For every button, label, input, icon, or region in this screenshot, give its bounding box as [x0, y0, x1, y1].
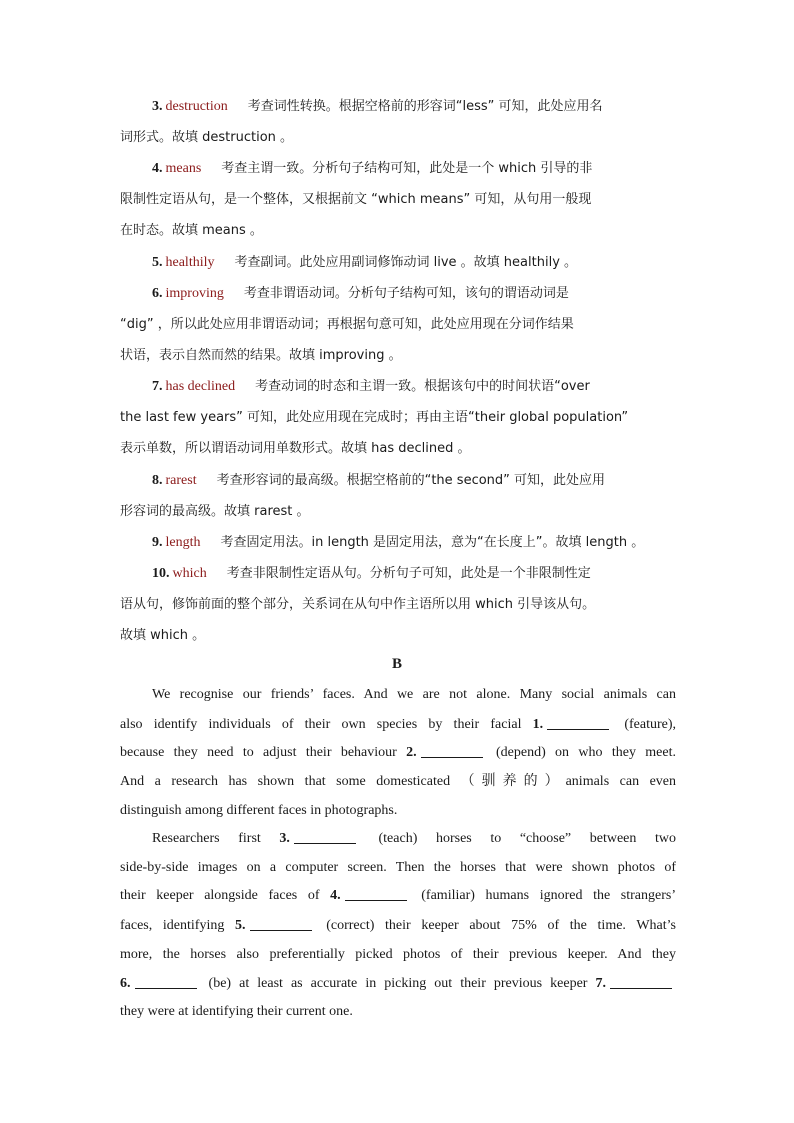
passage-text: they were at identifying their current one.: [120, 1004, 353, 1019]
passage-line: [120, 915, 676, 937]
blank-number: 3.: [279, 831, 290, 846]
answer-word: healthily: [165, 255, 215, 270]
passage-text: (depend) on who they meet.: [486, 745, 676, 760]
answer-explanation-text: 语从句，修饰前面的整个部分，关系词在从句中作主语所以用 which 引导该从句。: [120, 597, 596, 612]
answer-explanation-text: 表示单数，所以谓语动词用单数形式。故填 has declined 。: [120, 441, 471, 456]
passage-text: (be) at least as accurate in picking out their previous keeper: [200, 976, 596, 991]
answer-blank[interactable]: [294, 829, 356, 844]
answer-line: [120, 314, 676, 336]
passage-text: We recognise our friends’ faces. And we are not alone. Many social animals can: [152, 687, 676, 702]
passage-text: (correct) their keeper about 75% of the time. What’s: [315, 918, 676, 933]
blank-number: 7.: [595, 976, 606, 991]
passage-line: [120, 714, 676, 736]
passage-text: more, the horses also preferentially picked photos of their previous keeper. And they: [120, 947, 676, 962]
answer-line: [120, 501, 676, 523]
section-heading: B: [391, 656, 402, 672]
answer-word: which: [172, 566, 207, 581]
answer-explanation-text: “dig” ，所以此处应用非谓语动词；再根据句意可知，此处应用现在分词作结果: [120, 317, 574, 332]
answer-word: has declined: [165, 379, 236, 394]
passage-text: (feature),: [613, 717, 676, 732]
answer-explanation-text: 考查词性转换。根据空格前的形容词“less” 可知，此处应用名: [247, 99, 603, 114]
answer-line: [120, 594, 676, 616]
answer-word: destruction: [165, 99, 228, 114]
answer-number: 6.: [152, 286, 163, 301]
answer-number: 7.: [152, 379, 163, 394]
answer-line: [120, 220, 676, 242]
answer-explanation-text: 考查固定用法。in length 是固定用法，意为“在长度上”。故填 length 。: [220, 535, 645, 550]
passage-text: also identify individuals of their own species by their facial: [120, 717, 533, 732]
blank-number: 4.: [330, 888, 341, 903]
answer-explanation-text: 在时态。故填 means 。: [120, 223, 263, 238]
blank-number: 6.: [120, 976, 131, 991]
answer-explanation-text: 状语，表示自然而然的结果。故填 improving 。: [120, 348, 402, 363]
answer-line: [120, 345, 676, 367]
answer-explanation-text: 词形式。故填 destruction 。: [120, 130, 294, 145]
answer-word: length: [165, 535, 201, 550]
passage-line: [120, 857, 676, 879]
passage-line: [120, 1001, 676, 1023]
blank-number: 1.: [532, 717, 544, 732]
passage-line: [120, 771, 676, 793]
answer-explanation-text: 考查副词。此处应用副词修饰动词 live 。故填 healthily 。: [234, 255, 578, 270]
answer-number: 5.: [152, 255, 163, 270]
answer-explanation-text: 形容词的最高级。故填 rarest 。: [120, 504, 310, 519]
passage-line: [120, 684, 676, 706]
answer-explanation-text: 考查主谓一致。分析句子结构可知，此处是一个 which 引导的非: [221, 161, 593, 176]
answer-number: 4.: [152, 161, 163, 176]
passage-line: [120, 800, 676, 822]
passage-line: [120, 944, 676, 966]
blank-number: 5.: [235, 918, 246, 933]
answer-blank[interactable]: [547, 715, 609, 730]
answer-explanation-text: 限制性定语从句，是一个整体，又根据前文 “which means” 可知，从句用一般现: [120, 192, 592, 207]
passage-text: (teach) horses to “choose” between two: [359, 831, 676, 846]
answer-blank[interactable]: [135, 974, 197, 989]
passage-text: faces, identifying: [120, 918, 236, 933]
answer-blank[interactable]: [610, 974, 672, 989]
answer-line: [120, 96, 676, 118]
passage-text: distinguish among different faces in photographs.: [120, 803, 398, 818]
passage-line: [120, 742, 676, 764]
passage-text: And a research has shown that some domesticated （驯养的）animals can even: [120, 774, 676, 789]
answer-line: [120, 407, 676, 429]
answer-blank[interactable]: [250, 916, 312, 931]
passage-line: [120, 973, 676, 995]
answer-blank[interactable]: [345, 886, 407, 901]
passage-line: [120, 828, 676, 850]
answer-line: [120, 376, 676, 398]
answer-word: means: [165, 161, 202, 176]
answer-line: [120, 252, 676, 274]
answer-explanation-text: 考查非限制性定语从句。分析句子可知，此处是一个非限制性定: [226, 566, 591, 581]
passage-text: side-by-side images on a computer screen. Then the horses that were shown photos of: [120, 860, 676, 875]
answer-line: [120, 283, 676, 305]
answer-number: 3.: [152, 99, 163, 114]
answer-line: [120, 438, 676, 460]
answer-line: [120, 189, 676, 211]
answer-explanation-text: 考查动词的时态和主谓一致。根据该句中的时间状语“over: [255, 379, 590, 394]
answer-explanation-text: the last few years” 可知，此处应用现在完成时；再由主语“their global population”: [120, 410, 629, 425]
answer-line: [120, 127, 676, 149]
answer-number: 9.: [152, 535, 163, 550]
answer-number: 10.: [152, 566, 170, 581]
answer-line: [120, 625, 676, 647]
passage-text: because they need to adjust their behaviour: [120, 745, 407, 760]
answer-explanation-text: 考查形容词的最高级。根据空格前的“the second” 可知，此处应用: [216, 473, 606, 488]
answer-word: improving: [165, 286, 224, 301]
answer-line: [120, 563, 676, 585]
answer-line: [120, 158, 676, 180]
answer-blank[interactable]: [421, 743, 483, 758]
passage-text: Researchers first: [152, 831, 280, 846]
blank-number: 2.: [406, 745, 417, 760]
passage-text: (familiar) humans ignored the strangers’: [410, 888, 676, 903]
answer-explanation-text: 考查非谓语动词。分析句子结构可知，该句的谓语动词是: [243, 286, 569, 301]
passage-text: their keeper alongside faces of: [120, 888, 331, 903]
answer-line: [120, 470, 676, 492]
answer-line: [120, 532, 676, 554]
answer-explanation-text: 故填 which 。: [120, 628, 206, 643]
answer-number: 8.: [152, 473, 163, 488]
answer-word: rarest: [165, 473, 197, 488]
passage-line: [120, 885, 676, 907]
